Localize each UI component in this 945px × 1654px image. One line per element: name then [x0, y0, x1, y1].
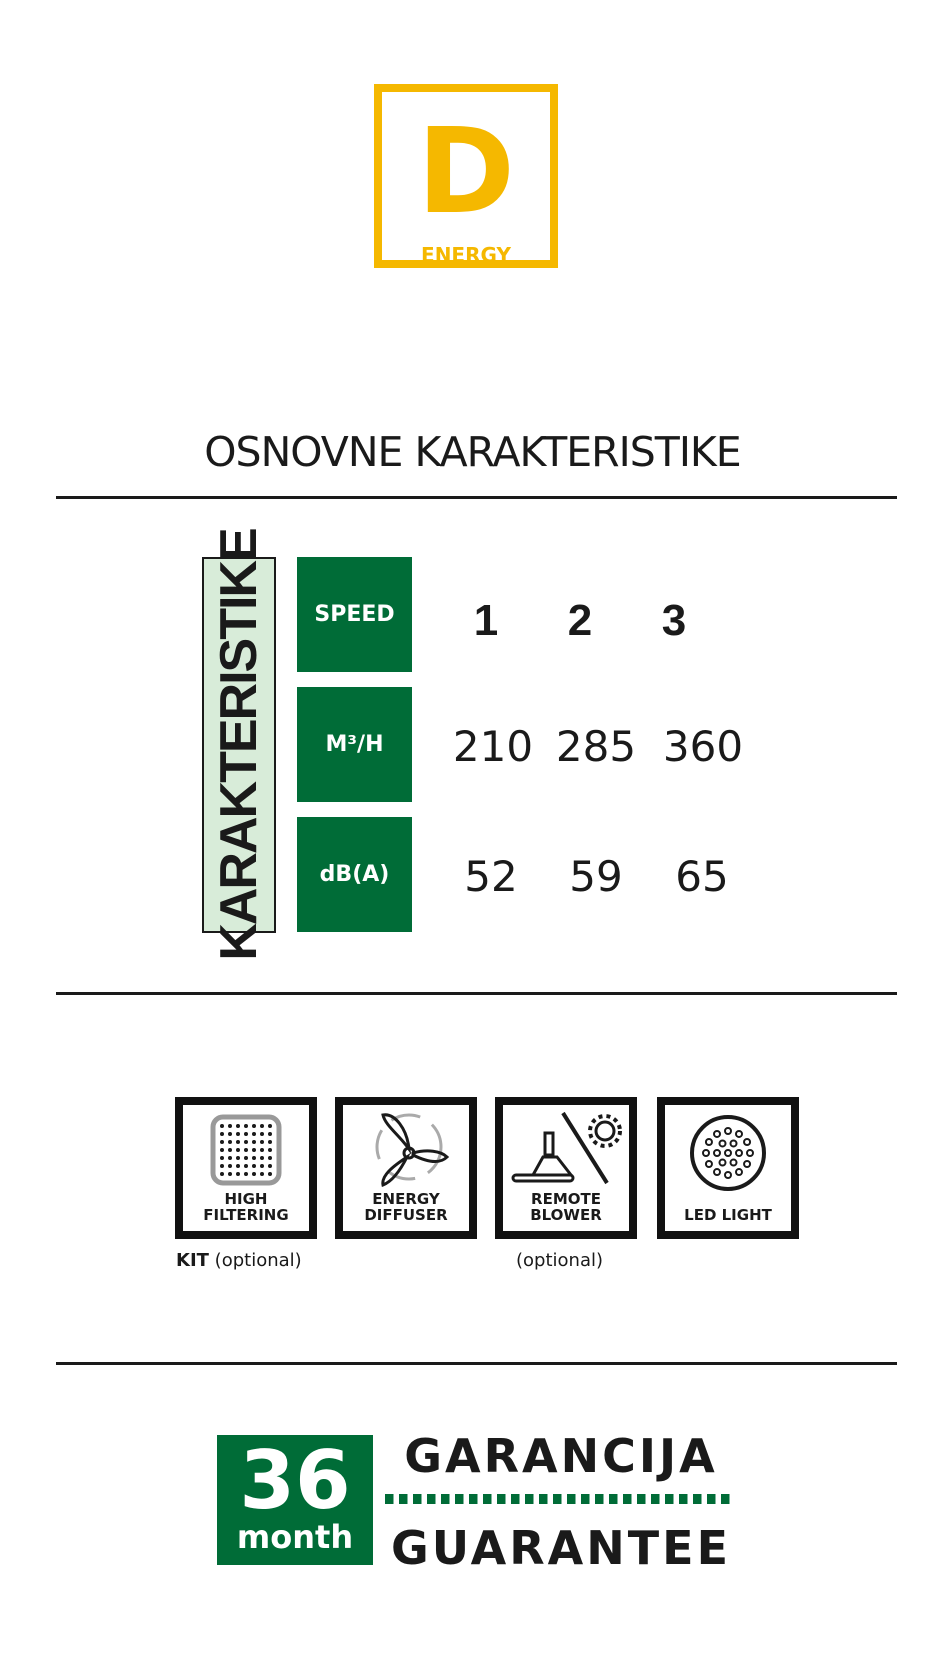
- kit-note-bold: KIT: [176, 1250, 209, 1271]
- led-dot: [714, 1131, 720, 1137]
- airflow-header: M³/H: [297, 687, 412, 802]
- led-dot: [731, 1140, 737, 1146]
- filter-dot: [252, 1164, 256, 1168]
- filter-dot: [220, 1156, 224, 1160]
- filter-dot: [260, 1124, 264, 1128]
- led-dot: [720, 1140, 726, 1146]
- filter-dot: [252, 1148, 256, 1152]
- filter-dot: [244, 1156, 248, 1160]
- noise-header: dB(A): [297, 817, 412, 932]
- led-dot: [714, 1150, 720, 1156]
- filter-dot: [260, 1156, 264, 1160]
- filter-dot: [220, 1124, 224, 1128]
- filter-dot: [268, 1140, 272, 1144]
- speed-value: 1: [473, 596, 499, 645]
- filter-dot: [268, 1148, 272, 1152]
- energy-class-badge: [374, 84, 558, 268]
- filter-dot: [236, 1164, 240, 1168]
- speed-value: 2: [567, 596, 593, 645]
- airflow-value: 360: [662, 722, 744, 771]
- led-dot: [736, 1169, 742, 1175]
- feature-label-line2: DIFFUSER: [364, 1206, 448, 1224]
- led-dot: [744, 1161, 750, 1167]
- feature-label-line2: BLOWER: [530, 1206, 602, 1224]
- airflow-value: 210: [452, 722, 534, 771]
- led-dot: [744, 1139, 750, 1145]
- filter-dot: [220, 1172, 224, 1176]
- filter-dot: [268, 1124, 272, 1128]
- filter-dot: [260, 1140, 264, 1144]
- feature-label-line1: REMOTE: [531, 1190, 601, 1208]
- filter-dot: [260, 1148, 264, 1152]
- kit-note-optional: (optional): [214, 1250, 302, 1271]
- filter-dot: [228, 1140, 232, 1144]
- filter-dot: [244, 1148, 248, 1152]
- filter-dot: [220, 1140, 224, 1144]
- noise-value: 65: [675, 852, 729, 901]
- filter-dot: [244, 1132, 248, 1136]
- filter-dot: [252, 1140, 256, 1144]
- guarantee-word-local: GARANCIJA: [404, 1429, 718, 1483]
- filter-dot: [228, 1148, 232, 1152]
- filter-dot: [220, 1132, 224, 1136]
- filter-dot: [236, 1172, 240, 1176]
- divider: [56, 1362, 897, 1365]
- filter-dot: [252, 1172, 256, 1176]
- filter-dot: [252, 1156, 256, 1160]
- led-dot: [736, 1131, 742, 1137]
- led-dot: [747, 1150, 753, 1156]
- filter-dot: [220, 1164, 224, 1168]
- specs-vertical-label: [202, 529, 276, 961]
- filter-dot: [236, 1148, 240, 1152]
- filter-dot: [228, 1172, 232, 1176]
- filter-dot: [268, 1132, 272, 1136]
- filter-dot: [244, 1124, 248, 1128]
- feature-label-line1: ENERGY: [372, 1190, 440, 1208]
- filter-dot: [228, 1164, 232, 1168]
- kit-note: [176, 1250, 302, 1272]
- filter-dot: [236, 1140, 240, 1144]
- remote-note-optional: (optional): [516, 1250, 603, 1271]
- led-dot: [706, 1139, 712, 1145]
- dotted-separator: [385, 1494, 731, 1504]
- led-dot: [714, 1169, 720, 1175]
- filter-dot: [236, 1132, 240, 1136]
- filter-dot: [228, 1156, 232, 1160]
- divider: [56, 496, 897, 499]
- energy-class-label: ENERGY: [421, 243, 511, 267]
- airflow-value: 285: [555, 722, 637, 771]
- led-dot: [725, 1150, 731, 1156]
- feature-label-line1: LED LIGHT: [684, 1206, 772, 1224]
- section-title: OSNOVNE KARAKTERISTIKE: [204, 428, 741, 476]
- filter-dot: [268, 1164, 272, 1168]
- feature-led-light: [657, 1097, 799, 1239]
- speed-header: SPEED: [297, 557, 412, 672]
- noise-value: 52: [464, 852, 518, 901]
- feature-remote-blower: [495, 1097, 637, 1239]
- filter-dot: [244, 1172, 248, 1176]
- feature-label-line1: HIGH: [224, 1190, 268, 1208]
- filter-dot: [268, 1172, 272, 1176]
- led-dot: [725, 1128, 731, 1134]
- guarantee-badge: [217, 1435, 373, 1565]
- divider: [56, 992, 897, 995]
- led-dot: [720, 1160, 726, 1166]
- filter-dot: [228, 1132, 232, 1136]
- filter-dot: [220, 1148, 224, 1152]
- led-dot: [725, 1172, 731, 1178]
- guarantee-months-unit: month: [236, 1518, 354, 1556]
- feature-high-filtering: [175, 1097, 317, 1239]
- noise-value: 59: [569, 852, 623, 901]
- filter-dot: [252, 1124, 256, 1128]
- energy-class-letter: D: [417, 102, 515, 240]
- filter-dot: [252, 1132, 256, 1136]
- filter-dot: [236, 1156, 240, 1160]
- filter-dot: [268, 1156, 272, 1160]
- specs-vertical-label-text: KARAKTERISTIKE: [210, 529, 268, 961]
- filter-dot: [244, 1140, 248, 1144]
- led-dot: [706, 1161, 712, 1167]
- filter-dot: [260, 1164, 264, 1168]
- filter-dot: [260, 1172, 264, 1176]
- filter-dot: [244, 1164, 248, 1168]
- filter-dot: [236, 1124, 240, 1128]
- led-dot: [736, 1150, 742, 1156]
- speed-value: 3: [661, 596, 687, 645]
- guarantee-months-number: 36: [239, 1434, 351, 1527]
- led-dot: [731, 1160, 737, 1166]
- feature-energy-diffuser: [335, 1097, 477, 1239]
- led-dot: [703, 1150, 709, 1156]
- guarantee-word-english: GUARANTEE: [390, 1521, 732, 1575]
- filter-dot: [228, 1124, 232, 1128]
- filter-dot: [260, 1132, 264, 1136]
- feature-label-line2: FILTERING: [203, 1206, 289, 1224]
